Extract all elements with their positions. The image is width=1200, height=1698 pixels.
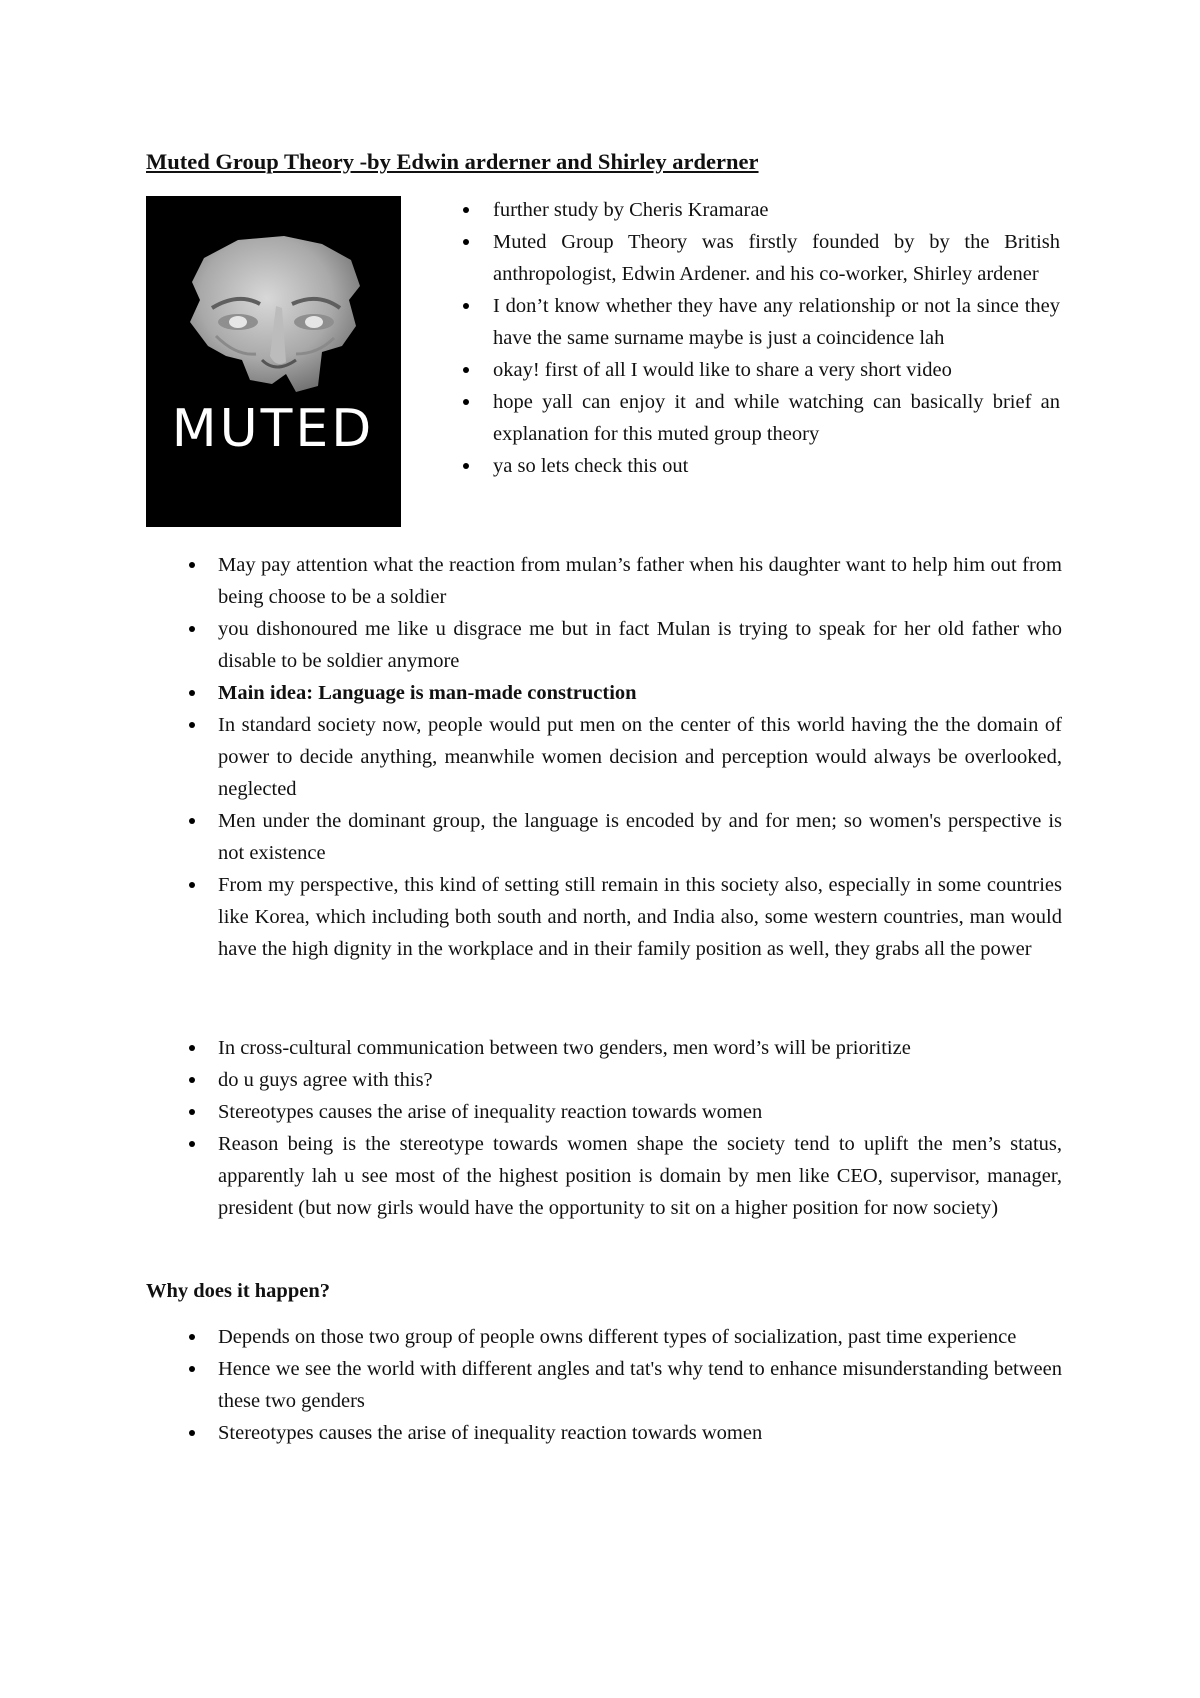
list-item: Stereotypes causes the arise of inequality reaction towards women — [218, 1417, 1062, 1449]
muted-poster-image — [146, 196, 401, 527]
list-item: From my perspective, this kind of setting still remain in this society also, especially in some countries like Korea, which including both south and north, and India also, some western countries, man would have the high dignity in the workplace and in their family position as well, they grabs all the power — [218, 869, 1062, 965]
list-item: May pay attention what the reaction from mulan’s father when his daughter want to help him out from being choose to be a soldier — [218, 549, 1062, 613]
list-item: okay! first of all I would like to share a very short video — [493, 354, 1060, 386]
list-item: I don’t know whether they have any relationship or not la since they have the same surname maybe is just a coincidence lah — [493, 290, 1060, 354]
main-bullet-list — [218, 549, 1062, 965]
list-item: In cross-cultural communication between two genders, men word’s will be prioritize — [218, 1032, 1062, 1064]
list-item: Muted Group Theory was firstly founded by by the British anthropologist, Edwin Ardener. and his co-worker, Shirley ardener — [493, 226, 1060, 290]
list-item: do u guys agree with this? — [218, 1064, 1062, 1096]
list-item: hope yall can enjoy it and while watching can basically brief an explanation for this muted group theory — [493, 386, 1060, 450]
why-bullet-list — [218, 1321, 1062, 1449]
list-item: Hence we see the world with different angles and tat's why tend to enhance misunderstanding between these two genders — [218, 1353, 1062, 1417]
why-heading: Why does it happen? — [146, 1280, 330, 1302]
list-item: In standard society now, people would put men on the center of this world having the the domain of power to decide anything, meanwhile women decision and perception would always be overlooked, neglected — [218, 709, 1062, 805]
poster-title: MUTED — [171, 399, 375, 459]
stone-face-illustration — [146, 196, 401, 527]
list-item: ya so lets check this out — [493, 450, 1060, 482]
list-item: Men under the dominant group, the language is encoded by and for men; so women's perspective is not existence — [218, 805, 1062, 869]
list-item: Reason being is the stereotype towards women shape the society tend to uplift the men’s status, apparently lah u see most of the highest position is domain by men like CEO, supervisor, manager, president (but now girls would have the opportunity to sit on a higher position for now society) — [218, 1128, 1062, 1224]
document-title: Muted Group Theory -by Edwin arderner and Shirley arderner — [146, 149, 759, 174]
main-idea-item: Main idea: Language is man-made construction — [218, 677, 1062, 709]
intro-bullet-list — [493, 194, 1060, 482]
list-item: you dishonoured me like u disgrace me but in fact Mulan is trying to speak for her old father who disable to be soldier anymore — [218, 613, 1062, 677]
list-item: further study by Cheris Kramarae — [493, 194, 1060, 226]
list-item: Stereotypes causes the arise of inequality reaction towards women — [218, 1096, 1062, 1128]
list-item: Depends on those two group of people owns different types of socialization, past time experience — [218, 1321, 1062, 1353]
more-bullet-list — [218, 1032, 1062, 1224]
